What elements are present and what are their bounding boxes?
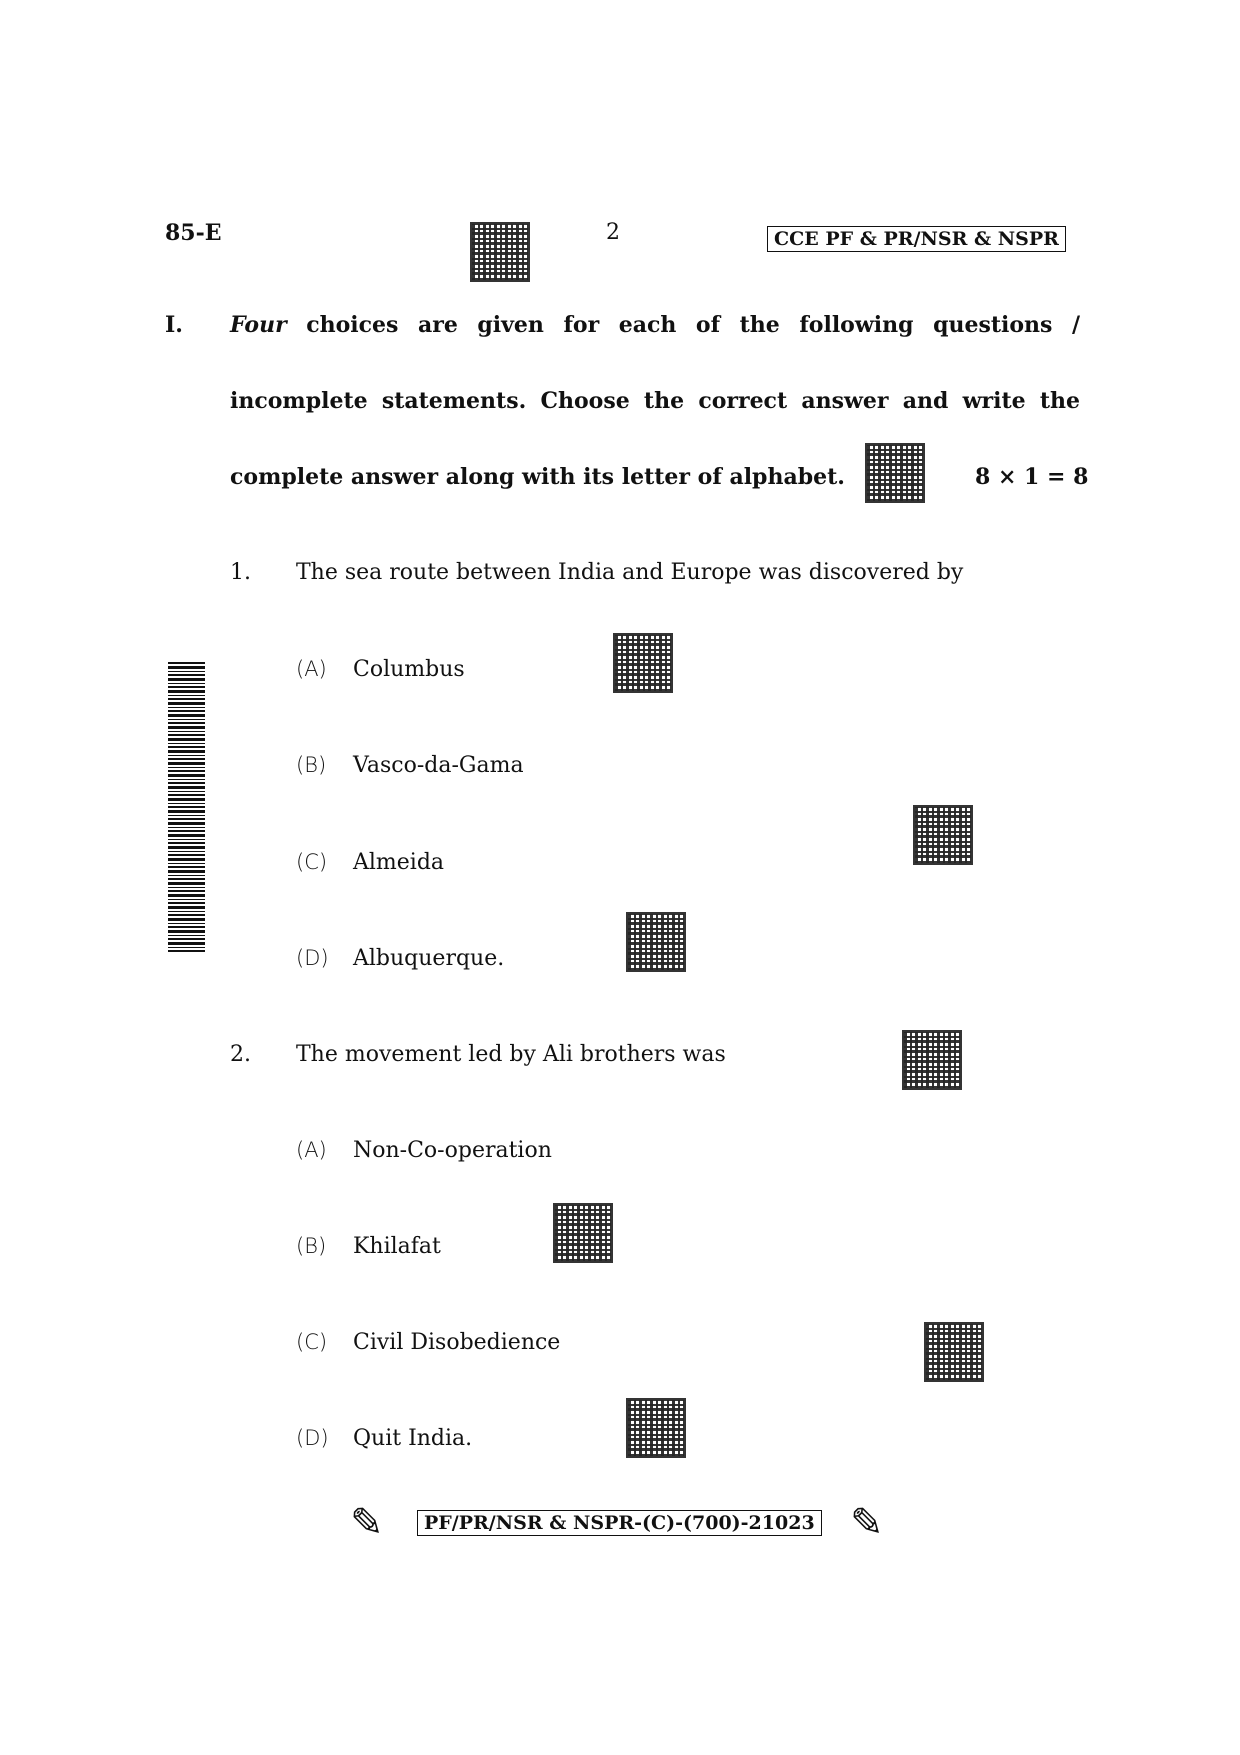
section-number: I. xyxy=(165,312,183,338)
option-text: Non-Co-operation xyxy=(353,1138,552,1163)
option-text: Albuquerque. xyxy=(353,946,505,971)
instruction-line-3: complete answer along with its letter of alphabet. xyxy=(230,464,845,490)
question-number: 2. xyxy=(230,1042,251,1067)
exam-code-box: CCE PF & PR/NSR & NSPR xyxy=(767,226,1066,252)
option-label: (B) xyxy=(296,1234,327,1258)
qr-code-icon xyxy=(553,1203,613,1263)
option-label: (D) xyxy=(296,946,329,970)
option-label: (A) xyxy=(296,1138,327,1162)
paper-code: 85-E xyxy=(165,220,222,246)
instruction-text: choices are given for each of the following questions / xyxy=(286,312,1080,338)
option-label: (C) xyxy=(296,850,328,874)
pencil-icon: ✎ xyxy=(350,1500,384,1546)
question-number: 1. xyxy=(230,560,251,585)
pencil-icon: ✎ xyxy=(850,1500,884,1546)
qr-code-icon xyxy=(902,1030,962,1090)
option-label: (D) xyxy=(296,1426,329,1450)
footer-code-box: PF/PR/NSR & NSPR-(C)-(700)-21023 xyxy=(417,1510,822,1536)
qr-code-icon xyxy=(865,443,925,503)
qr-code-icon xyxy=(913,805,973,865)
option-label: (B) xyxy=(296,753,327,777)
instruction-line-1 xyxy=(230,312,1080,338)
instruction-line-2: incomplete statements. Choose the correct answer and write the xyxy=(230,388,1080,414)
qr-code-icon xyxy=(613,633,673,693)
qr-code-icon xyxy=(470,222,530,282)
qr-code-icon xyxy=(626,912,686,972)
option-text: Quit India. xyxy=(353,1426,473,1451)
option-label: (A) xyxy=(296,657,327,681)
option-text: Khilafat xyxy=(353,1234,441,1259)
option-text: Almeida xyxy=(353,850,445,875)
qr-code-icon xyxy=(924,1322,984,1382)
instruction-emphasis: Four xyxy=(230,312,287,338)
page-number: 2 xyxy=(606,220,620,245)
marks-allocation: 8 × 1 = 8 xyxy=(975,464,1089,490)
option-text: Civil Disobedience xyxy=(353,1330,561,1355)
option-text: Vasco-da-Gama xyxy=(353,753,524,778)
option-label: (C) xyxy=(296,1330,328,1354)
barcode-icon xyxy=(168,662,205,952)
question-text: The movement led by Ali brothers was xyxy=(296,1042,726,1067)
question-text: The sea route between India and Europe was discovered by xyxy=(296,560,964,585)
option-text: Columbus xyxy=(353,657,465,682)
qr-code-icon xyxy=(626,1398,686,1458)
